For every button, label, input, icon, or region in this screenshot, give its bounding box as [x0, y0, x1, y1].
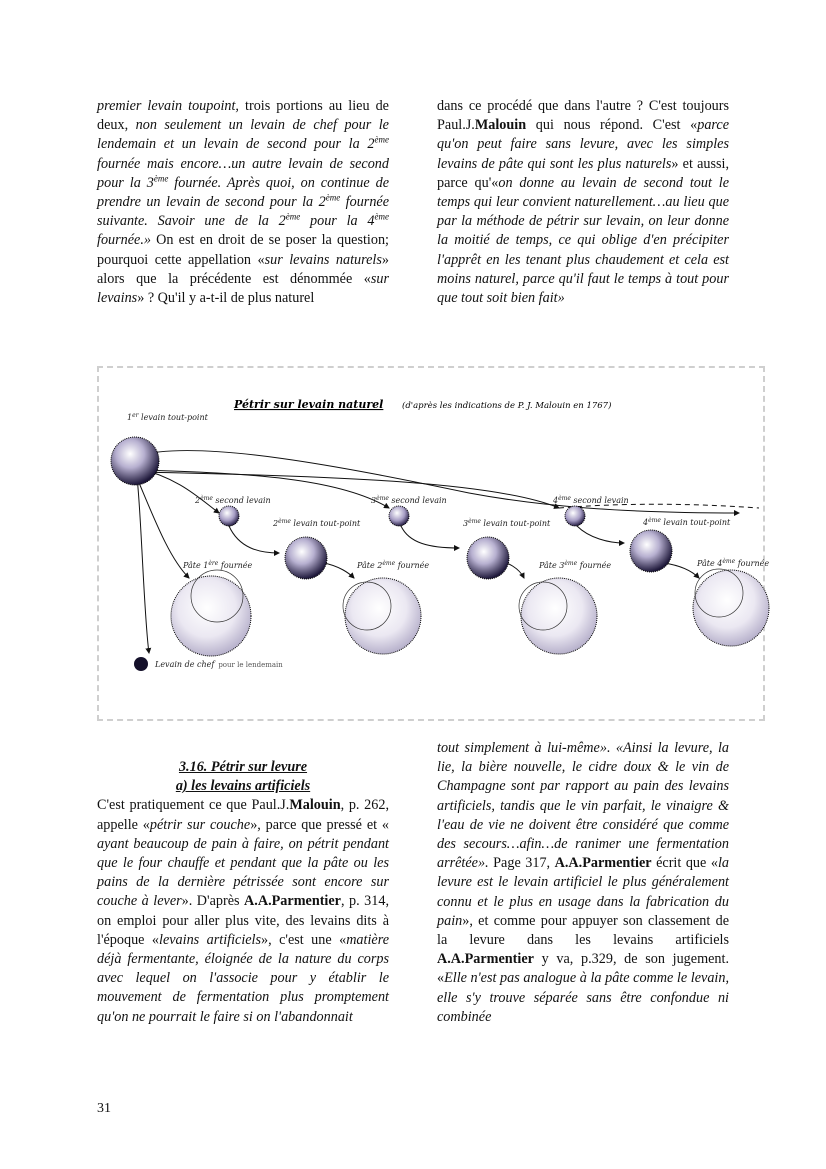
arrow-line: [324, 563, 354, 578]
author-name: Paul.J.: [251, 797, 290, 814]
quote: pétrir sur couche: [149, 816, 251, 833]
levain-chef-dot: [134, 657, 148, 671]
quote: matière déjà fermentante, éloignée de la nature du corps avec lequel on l'associe pour y établir le mouvement de fermentation plus promptement qu'on ne pourrait le faire si on l'abandonnait: [97, 931, 389, 1025]
superscript: ème: [325, 192, 341, 203]
text-span: », parce que pressé et «: [250, 816, 389, 833]
arrow-line: [137, 472, 559, 508]
pate-circle: [171, 576, 251, 656]
text-span: dans ce procédé que dans l'autre ? C'est toujours: [437, 98, 729, 114]
text-span: Page 317,: [488, 855, 555, 872]
quote: ayant beaucoup de pain à faire, on pétrit pendant que le four chauffe et pendant que la pâte ou les pains de la dernière pétrissée sont encore sur couche à lever: [97, 835, 389, 910]
text-span: » alors que la précédente est dénommée «: [97, 251, 389, 287]
levain-circle: [111, 437, 159, 485]
text-column-bottom-left: [97, 739, 389, 1027]
spacer: [97, 739, 389, 758]
page-number: 31: [97, 1101, 111, 1116]
text-span: y va, p.329, de son jugement. «: [437, 951, 729, 987]
label-pate-4: Pâte 4ème fournée: [697, 558, 770, 568]
label-4th-tout-point: 4ème levain tout-point: [643, 517, 731, 527]
arrow-line: [577, 526, 624, 543]
text-span: fournée.»: [97, 232, 151, 249]
arrow-line: [664, 563, 699, 578]
author-name: Parmentier: [582, 855, 652, 872]
figure-subtitle: (d'après les indications de P. J. Malouin en 1767): [402, 401, 612, 411]
text-span: non seulement un levain de chef pour le lendemain et un levain de second pour la 2: [97, 117, 389, 153]
superscript: ème: [285, 211, 301, 222]
section-subheading: a) les levains artificiels: [175, 778, 311, 795]
text-span: premier levain toupoint,: [97, 98, 239, 114]
label-4th-second-levain: 4ème second levain: [553, 495, 629, 505]
text-span: sur levains: [97, 270, 389, 307]
levain-circle: [219, 506, 239, 526]
author-name: A.A.: [244, 893, 272, 910]
text-column-top-right: [437, 97, 729, 308]
quote: Elle n'est pas analogue à la pâte comme le levain, elle s'y trouve séparée sans être confondue ni combinée: [437, 970, 729, 1025]
label-pate-1: Pâte 1ère fournée: [183, 560, 253, 570]
text-span: fournée. Après quoi, on continue de prendre un levain de second pour la 2: [97, 174, 389, 211]
label-2nd-second-levain: 2ème second levain: [195, 495, 271, 505]
author-name: Parmentier: [464, 951, 534, 968]
superscript: ème: [153, 173, 169, 184]
label-pate-3: Pâte 3ème fournée: [539, 560, 612, 570]
label-2nd-tout-point: 2ème levain tout-point: [273, 518, 361, 528]
text-column-bottom-right: [437, 739, 729, 1027]
pate-circle: [521, 578, 597, 654]
pate-circle: [345, 578, 421, 654]
arrow-line: [401, 526, 459, 548]
quote: levains artificiels: [159, 931, 262, 948]
author-name: A.A.: [554, 855, 583, 872]
levain-circle: [630, 530, 672, 572]
label-1st-levain: 1er levain tout-point: [127, 412, 208, 422]
author-name: Malouin: [474, 117, 527, 134]
author-name: A.A.: [437, 951, 465, 968]
author-name: Parmentier: [271, 893, 341, 910]
text-span: trois portions au lieu de deux,: [97, 98, 389, 134]
text-column-top-left: [97, 97, 389, 308]
paragraph: [437, 739, 729, 1027]
levain-circle: [389, 506, 409, 526]
quote: on donne au levain de second tout le temps qui leur convient naturellement…au lieu que par la méthode de pétrir sur levain, on leur donne la moitié de temps, ce qui oblige d'en précipiter l'apprêt en les tenant plus chaudement et cela est moins naturel, parce qu'il faut le temps à tout pour que tout soit bien fait»: [437, 174, 729, 307]
label-pate-2: Pâte 2ème fournée: [357, 560, 430, 570]
paragraph: [97, 796, 389, 1026]
text-span: qui nous répond. C'est «: [526, 117, 698, 134]
text-span: », et comme pour appuyer son classement de la levure dans les levains artificiels: [437, 912, 729, 949]
pate-circle: [693, 570, 769, 646]
text-span: C'est pratiquement ce que: [97, 797, 252, 814]
diagram-svg: [99, 368, 770, 719]
text-span: », c'est une «: [261, 931, 347, 948]
diagram-figure: [97, 366, 770, 721]
levain-circle: [467, 537, 509, 579]
levain-circle: [565, 506, 585, 526]
author-name: Paul.J.: [437, 117, 475, 134]
levain-circle: [285, 537, 327, 579]
text-span: » et aussi, parce qu'«: [437, 155, 729, 191]
text-span: ». D'après: [181, 893, 245, 910]
label-levain-chef: Levain de chef pour le lendemain: [155, 660, 283, 669]
superscript: ème: [374, 134, 389, 145]
quote: tout simplement à lui-même». «Ainsi la levure, la lie, la bière nouvelle, le cidre doux & le vin de Champagne sont par rapport au pain des levains artificiels, tandis que le vin parfait, le vinaigre & l'eau de vie ne doivent être considéré que comme des secours…afin…de ranimer une fermentation arrêtée».: [437, 740, 729, 872]
text-span: écrit que «: [651, 855, 718, 872]
label-3rd-second-levain: 3ème second levain: [371, 495, 447, 505]
text-span: sur levains naturels: [264, 251, 382, 268]
arrow-line: [229, 526, 279, 553]
text-span: fournée mais encore…un autre levain de second pour la 3: [97, 155, 389, 191]
text-span: , p. 314, on emploi pour aller plus vite, des levains dits à l'époque «: [97, 893, 389, 948]
text-span: fournée suivante. Savoir une de la 2: [97, 194, 390, 230]
paragraph: [97, 97, 389, 308]
text-span: , p. 262, appelle «: [97, 797, 389, 833]
quote: parce qu'on peut faire sans levure, avec les simples levains de pâte qui sont les plus naturels: [437, 117, 729, 172]
label-3rd-tout-point: 3ème levain tout-point: [463, 518, 551, 528]
paragraph: [437, 97, 729, 308]
figure-title: Pétrir sur levain naturel: [234, 398, 384, 411]
text-span: On est en droit de se poser la question; pourquoi cette appellation «: [97, 232, 389, 268]
section-heading: 3.16. Pétrir sur levure: [178, 759, 308, 775]
quote: la levure est le levain artificiel le plus généralement connu et le plus en usage dans la fabrication du pain: [437, 855, 729, 929]
text-span: pour la 4: [300, 213, 375, 230]
arrow-line: [137, 478, 149, 653]
text-span: » ? Qu'il y a-t-il de plus naturel: [137, 290, 315, 307]
arrow-line: [137, 478, 189, 578]
author-name: Malouin: [289, 797, 341, 814]
superscript: ème: [374, 211, 390, 222]
